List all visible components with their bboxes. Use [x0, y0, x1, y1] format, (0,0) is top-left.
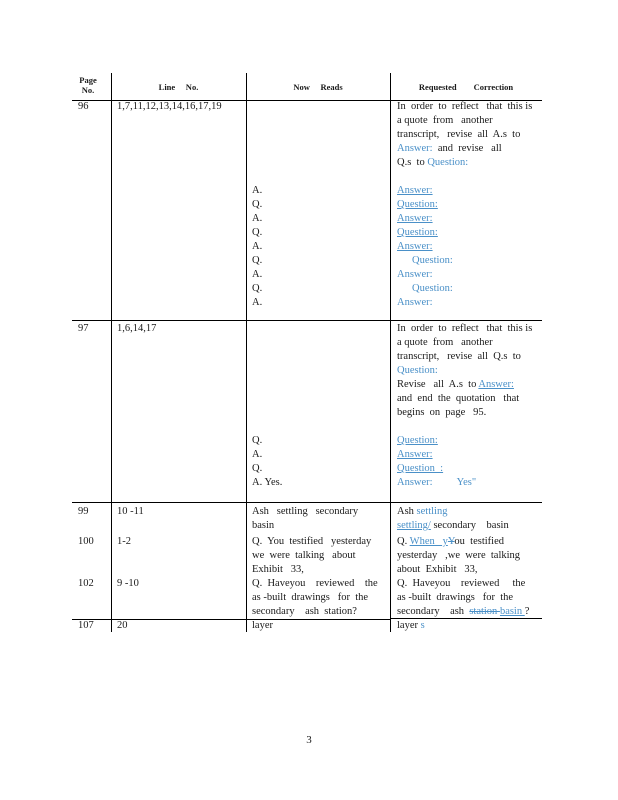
row102-now-0: Q. Haveyou reviewed the [252, 578, 378, 589]
row107-req [397, 619, 425, 633]
row100-when-insert: When y [409, 536, 448, 547]
row102-lines: 9 -10 [117, 578, 139, 589]
header-page-no: Page No. [79, 75, 97, 95]
page-number: 3 [306, 734, 312, 746]
row102-req-0: Q. Haveyou reviewed the [397, 578, 526, 589]
row96-now-0: A. [252, 185, 263, 196]
row99-lines: 10 -11 [117, 506, 144, 517]
row102-page: 102 [78, 578, 94, 589]
row97-page: 97 [78, 323, 89, 334]
row99-now-1: basin [252, 520, 275, 531]
row96-req-mid: and revise all [432, 143, 502, 154]
row99-ash: Ash [397, 506, 417, 517]
row96-now-3: Q. [252, 227, 263, 238]
row96-req-list-1: Question: [397, 199, 438, 210]
row97-req-list-3 [397, 476, 476, 490]
row102-station-strike: station [469, 606, 500, 617]
row107-now: layer [252, 620, 273, 631]
row97-req-end-0: and end the quotation that [397, 393, 520, 404]
row100-ou: ou testified [454, 536, 504, 547]
row97-req-list-2: Question : [397, 463, 444, 474]
row97-req-list-0: Question: [397, 435, 438, 446]
row96-answer-word: Answer: [397, 143, 433, 154]
row96-req-4 [397, 156, 468, 170]
row100-now-0: Q. You testified yesterday [252, 536, 372, 547]
row99-rest: secondary basin [430, 520, 509, 531]
row100-req-2: about Exhibit 33, [397, 564, 478, 575]
row96-req-list-7: Question: [412, 283, 453, 294]
row96-req-list-5: Question: [412, 255, 453, 266]
row99-req-1 [397, 519, 509, 533]
row102-qmark: ? [524, 606, 530, 617]
row107-s-insert: s [420, 620, 425, 631]
row96-now-7: Q. [252, 283, 263, 294]
row96-lines: 1,7,11,12,13,14,16,17,19 [117, 101, 222, 112]
row97-now-2: Q. [252, 463, 263, 474]
row102-req-1: as -built drawings for the [397, 592, 514, 603]
row100-now-2: Exhibit 33, [252, 564, 304, 575]
col-rule-0 [111, 73, 112, 632]
row96-req-list-0: Answer: [397, 185, 433, 196]
row96-req-qs: Q.s to [397, 157, 428, 168]
row97-answer-word: Answer: [478, 379, 514, 390]
header-requested-correction: Requested Correction [418, 82, 514, 92]
row100-y-strike: Y [447, 536, 455, 547]
row100-now-1: we were talking about [252, 550, 356, 561]
row97-lines: 1,6,14,17 [117, 323, 157, 334]
row96-req-list-8: Answer: [397, 297, 433, 308]
row-rule-96 [72, 320, 542, 321]
row96-now-6: A. [252, 269, 263, 280]
row97-req-revise [397, 378, 522, 392]
row102-now-2: secondary ash station? [252, 606, 357, 617]
row97-now-1: A. [252, 449, 263, 460]
row96-req-list-3: Question: [397, 227, 438, 238]
row97-question-word: Question: [397, 365, 438, 376]
row97-req-0: In order to reflect that this is [397, 323, 533, 334]
header-line-no: Line No. [158, 82, 199, 92]
row100-q: Q. [397, 536, 410, 547]
row96-req-list-4: Answer: [397, 241, 433, 252]
row96-question-word: Question: [427, 157, 469, 168]
row97-req-1: a quote from another [397, 337, 493, 348]
row99-settling-strike: settling/ [397, 520, 431, 531]
row100-req-0 [397, 535, 504, 549]
row99-page: 99 [78, 506, 89, 517]
row97-now-3: A. Yes. [252, 477, 283, 488]
row97-req-end-1: begins on page 95. [397, 407, 487, 418]
row96-now-2: A. [252, 213, 263, 224]
row-rule-97 [72, 502, 542, 503]
row96-now-5: Q. [252, 255, 263, 266]
row96-now-8: A. [252, 297, 263, 308]
row102-basin-insert: basin [499, 606, 525, 617]
row97-revise-text: Revise all A.s to [397, 379, 479, 390]
row99-now-0: Ash settling secondary [252, 506, 359, 517]
row97-yes: Yes" [456, 477, 477, 488]
row96-now-4: A. [252, 241, 263, 252]
header-now-reads: Now Reads [293, 82, 343, 92]
row96-req-1: a quote from another [397, 115, 493, 126]
row97-answer-last: Answer: [397, 477, 433, 488]
row102-prefix: secondary ash [397, 606, 470, 617]
row96-now-1: Q. [252, 199, 263, 210]
row96-req-2: transcript, revise all A.s to [397, 129, 521, 140]
row107-page: 107 [78, 620, 94, 631]
row102-now-1: as -built drawings for the [252, 592, 369, 603]
row107-layer: layer [397, 620, 421, 631]
row97-req-list-1: Answer: [397, 449, 433, 460]
row100-req-1: yesterday ,we were talking [397, 550, 521, 561]
row96-req-3 [397, 142, 502, 156]
row97-req-2: transcript, revise all Q.s to [397, 351, 521, 362]
row96-page: 96 [78, 101, 89, 112]
row96-req-list-2: Answer: [397, 213, 433, 224]
row96-req-list-6: Answer: [397, 269, 433, 280]
row102-req-2 [397, 605, 529, 619]
row97-now-0: Q. [252, 435, 263, 446]
col-rule-1 [246, 73, 247, 632]
row99-settling-insert: settling [416, 506, 448, 517]
row107-lines: 20 [117, 620, 128, 631]
col-rule-2 [390, 73, 391, 632]
row100-page: 100 [78, 536, 94, 547]
row100-lines: 1-2 [117, 536, 131, 547]
row96-req-0: In order to reflect that this is [397, 101, 533, 112]
row99-req-0 [397, 505, 447, 519]
